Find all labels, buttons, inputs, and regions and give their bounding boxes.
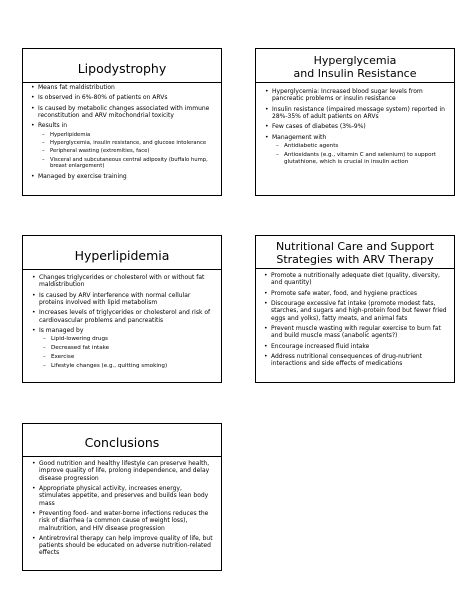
title-divider xyxy=(23,82,221,83)
slide-conclusions xyxy=(22,423,222,571)
bullet-list xyxy=(264,272,447,370)
slide-title: Hyperlipidemia xyxy=(74,248,170,263)
sub-item: – Lifestyle changes (e.g., quitting smoking) xyxy=(39,363,213,370)
slide-title xyxy=(256,54,454,80)
list-item xyxy=(31,173,213,180)
list-item xyxy=(31,94,213,101)
title-divider xyxy=(23,456,221,457)
bullet-text: Promote safe water, food, and hygiene practices xyxy=(271,289,417,297)
title-divider xyxy=(256,82,454,83)
title-line-1: Nutritional Care and Support xyxy=(275,240,435,253)
list-item xyxy=(265,88,446,103)
list-item xyxy=(32,460,213,482)
bullet-text: Promote a nutritionally adequate diet (quality, diversity, and quantity) xyxy=(271,272,440,287)
bullet-text: Is caused by ARV interference with normal cellular proteins involved with lipid metabolism xyxy=(39,291,191,306)
slide-title xyxy=(256,240,454,266)
bullet-text: Insulin resistance (impaired message system) reported in 28%-35% of adult patients on ARVs xyxy=(272,105,445,120)
bullet-text: Increases levels of triglycerides or cholesterol and risk of cardiovascular problems and pancreatitis xyxy=(39,309,211,324)
bullet-text: Discourage excessive fat intake (promote modest fats, starches, and sugars and high-protein food but fewer fried eggs and yolks), fatty meats, and animal fats xyxy=(271,299,447,322)
sub-item: – Visceral and subcutaneous central adiposity (buffalo hump, breast enlargement) xyxy=(38,157,213,170)
sub-item: – Exercise xyxy=(39,354,213,361)
bullet-text: Hyperglycemia: Increased blood sugar levels from pancreatic problems or insulin resistance xyxy=(272,88,423,103)
list-item xyxy=(264,353,447,368)
title-divider xyxy=(256,268,454,269)
title-line-2: and Insulin Resistance xyxy=(293,67,417,81)
bullet-text: Encourage increased fluid intake xyxy=(271,342,370,350)
sub-list xyxy=(272,143,446,165)
bullet-text: Good nutrition and healthy lifestyle can preserve health, improve quality of life, prolong independence, and delay disease progression xyxy=(39,460,210,482)
list-item xyxy=(31,122,213,170)
slide-lipodystrophy xyxy=(22,48,222,196)
slide-hyperglycemia xyxy=(255,48,455,196)
list-item xyxy=(31,84,213,91)
sub-item: – Antioxidants (e.g., vitamin C and selenium) to support glutathione, which is crucial in insulin action xyxy=(272,152,446,166)
list-item xyxy=(32,535,213,557)
sub-item: – Hyperglycemia, insulin resistance, and glucose intolerance xyxy=(38,140,213,146)
list-item xyxy=(32,327,213,370)
sub-item: – Hyperlipidemia xyxy=(38,132,213,138)
list-item xyxy=(32,309,213,324)
bullet-list xyxy=(32,274,213,372)
bullet-text: Changes triglycerides or cholesterol with or without fat maldistribution xyxy=(39,274,205,289)
list-item xyxy=(32,274,213,289)
sub-item: – Peripheral wasting (extremities, face) xyxy=(38,148,213,154)
bullet-text: Is managed by xyxy=(39,326,84,334)
title-divider xyxy=(23,269,221,270)
list-item xyxy=(264,325,447,340)
bullet-text: Is observed in 6%-80% of patients on ARVs xyxy=(38,94,168,102)
list-item xyxy=(265,123,446,130)
list-item xyxy=(32,292,213,307)
list-item xyxy=(264,272,447,287)
bullet-text: Means fat maldistribution xyxy=(38,84,115,91)
list-item xyxy=(265,134,446,166)
bullet-text: Management with xyxy=(272,133,327,141)
list-item xyxy=(32,510,213,532)
bullet-text: Antiretroviral therapy can help improve quality of life, but patients should be educated on adverse nutrition-related effects xyxy=(39,534,213,557)
slide-hyperlipidemia xyxy=(22,235,222,383)
bullet-list xyxy=(31,84,213,183)
sub-item: – Lipid-lowering drugs xyxy=(39,336,213,343)
bullet-text: Preventing food- and water-borne infections reduces the risk of diarrhea (a common cause of weight loss), malnutrition, and HIV disease progression xyxy=(39,509,209,532)
list-item xyxy=(264,290,447,297)
sub-item: – Decreased fat intake xyxy=(39,345,213,352)
bullet-list xyxy=(265,88,446,168)
list-item xyxy=(32,485,213,507)
bullet-text: Few cases of diabetes (3%-9%) xyxy=(272,123,366,131)
slide-title: Conclusions xyxy=(84,435,160,450)
slide-nutritional-care xyxy=(255,235,455,383)
list-item xyxy=(264,300,447,322)
title-line-1: Hyperglycemia xyxy=(313,54,397,67)
list-item xyxy=(265,106,446,121)
slide-title: Lipodystrophy xyxy=(77,61,167,76)
bullet-text: Is caused by metabolic changes associated with immune reconstitution and ARV mitochondrial toxicity xyxy=(38,104,210,119)
title-line-2: Strategies with ARV Therapy xyxy=(276,253,434,267)
bullet-text: Appropriate physical activity, increases energy, stimulates appetite, and preserves and builds lean body mass xyxy=(39,484,209,507)
bullet-text: Results in xyxy=(38,122,68,130)
sub-list xyxy=(38,132,213,170)
bullet-text: Prevent muscle wasting with regular exercise to burn fat and build muscle mass (anabolic agents?) xyxy=(271,324,441,340)
sub-list xyxy=(39,336,213,369)
bullet-text: Managed by exercise training xyxy=(38,172,127,180)
bullet-text: Address nutritional consequences of drug-nutrient interactions and side effects of medications xyxy=(271,352,423,368)
bullet-list xyxy=(32,460,213,560)
list-item xyxy=(264,343,447,350)
list-item xyxy=(31,105,213,120)
sub-item: – Antidiabetic agents xyxy=(272,143,446,150)
